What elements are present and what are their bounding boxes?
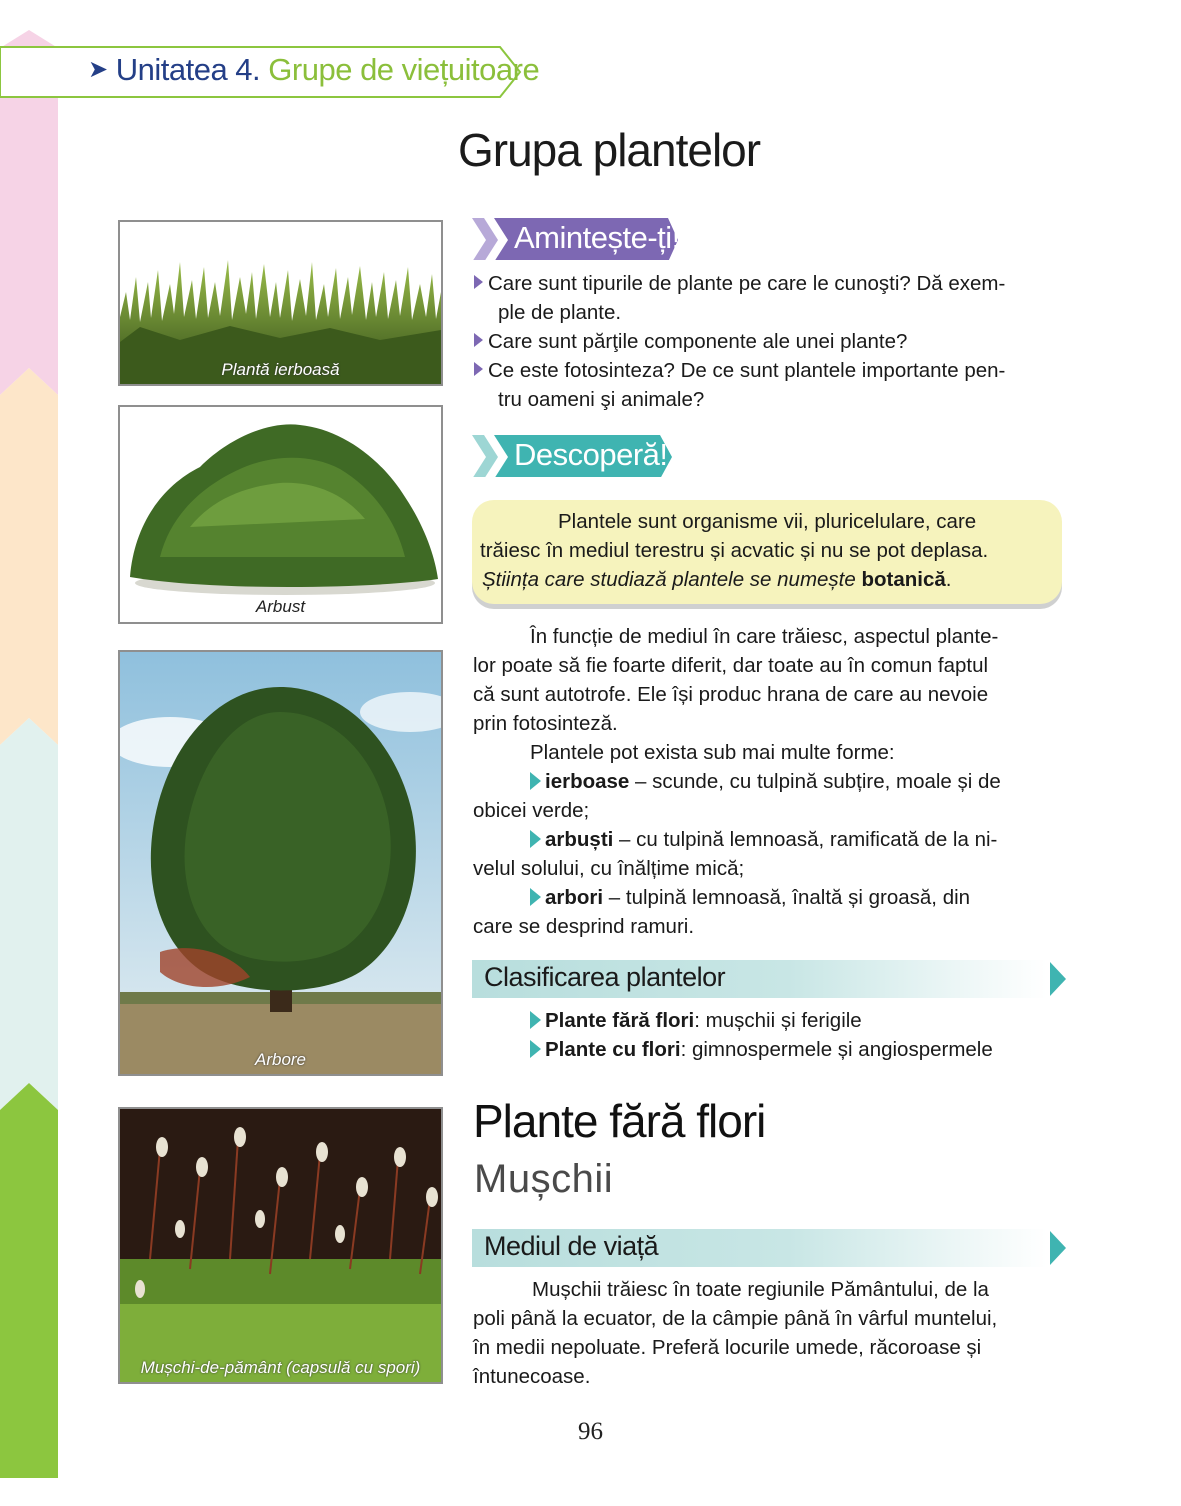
photo-tree bbox=[118, 650, 443, 1076]
caption-moss: Mușchi-de-pământ (capsulă cu spori) bbox=[140, 1358, 421, 1377]
caption-tree: Arbore bbox=[254, 1050, 307, 1069]
paragraph-line-2: lor poate să fie foarte diferit, dar toate au în comun faptul bbox=[473, 654, 989, 677]
remember-item-2: Care sunt părţile componente ale unei plante? bbox=[474, 327, 907, 356]
habitat-line-1: Mușchii trăiesc în toate regiunile Pământului, de la bbox=[532, 1278, 989, 1301]
section-subtitle: Mușchii bbox=[474, 1157, 614, 1201]
remember-item-1-cont: ple de plante. bbox=[498, 301, 622, 324]
bullet-icon bbox=[530, 772, 541, 790]
paragraph-line-4: prin fotosinteză. bbox=[473, 712, 618, 735]
shrub-image bbox=[120, 407, 441, 622]
remember-item-3: Ce este fotosinteza? De ce sunt plantele importante pen- bbox=[474, 356, 1005, 385]
paragraph-line-5: Plantele pot exista sub mai multe forme: bbox=[530, 741, 895, 764]
photo-shrub bbox=[118, 405, 443, 624]
form-ierboase-cont: obicei verde; bbox=[473, 799, 590, 822]
bullet-icon bbox=[530, 1040, 541, 1058]
bullet-icon bbox=[474, 362, 483, 376]
classification-item-1: Plante fără flori: mușchii și ferigile bbox=[530, 1006, 862, 1035]
unit-heading bbox=[88, 52, 539, 88]
tree-image bbox=[120, 652, 441, 1074]
form-arbusti: arbuști – cu tulpină lemnoasă, ramificată de la ni- bbox=[530, 825, 997, 854]
habitat-heading: Mediul de viață bbox=[484, 1231, 659, 1261]
remember-label: Amintește-ți! bbox=[514, 220, 680, 255]
paragraph-line-3: că sunt autotrofe. Ele își produc hrana de care au nevoie bbox=[473, 683, 989, 706]
classification-item-2: Plante cu flori: gimnospermele și angiospermele bbox=[530, 1035, 993, 1064]
photo-grass bbox=[118, 220, 443, 386]
bullet-icon bbox=[530, 1011, 541, 1029]
remember-item-3-cont: tru oameni şi animale? bbox=[498, 388, 705, 411]
unit-number: Unitatea 4. bbox=[115, 52, 261, 87]
discover-label: Descoperă! bbox=[514, 437, 668, 472]
bullet-icon bbox=[530, 830, 541, 848]
moss-image bbox=[120, 1109, 441, 1382]
page-number: 96 bbox=[578, 1418, 603, 1445]
habitat-line-2: poli până la ecuator, de la câmpie până în vârful muntelui, bbox=[473, 1307, 998, 1330]
caption-shrub: Arbust bbox=[255, 597, 306, 616]
definition-line-2: trăiesc în mediul terestru și acvatic și nu se pot deplasa. bbox=[480, 539, 989, 562]
paragraph-line-1: În funcție de mediul în care trăiesc, aspectul plante- bbox=[530, 625, 999, 648]
unit-topic: Grupe de viețuitoare bbox=[268, 52, 540, 87]
form-arbori-cont: care se desprind ramuri. bbox=[473, 915, 695, 938]
definition-line-1: Plantele sunt organisme vii, pluricelulare, care bbox=[558, 510, 977, 533]
classification-heading: Clasificarea plantelor bbox=[484, 962, 726, 992]
definition-line-3: Știința care studiază plantele se numește botanică. bbox=[482, 568, 952, 591]
page-title: Grupa plantelor bbox=[458, 124, 761, 176]
bullet-icon bbox=[474, 333, 483, 347]
form-arbusti-cont: velul solului, cu înălțime mică; bbox=[473, 857, 745, 880]
section-title: Plante fără flori bbox=[473, 1095, 766, 1147]
remember-item-1: Care sunt tipurile de plante pe care le cunoşti? Dă exem- bbox=[474, 269, 1005, 298]
side-strip-graphic bbox=[0, 0, 60, 1506]
arrow-icon: ➤ bbox=[88, 56, 108, 83]
habitat-line-3: în medii nepoluate. Preferă locurile umede, răcoroase și bbox=[473, 1336, 982, 1359]
habitat-line-4: întunecoase. bbox=[473, 1365, 591, 1388]
bullet-icon bbox=[530, 888, 541, 906]
form-arbori: arbori – tulpină lemnoasă, înaltă și groasă, din bbox=[530, 883, 970, 912]
form-ierboase: ierboase – scunde, cu tulpină subțire, moale și de bbox=[530, 767, 1001, 796]
bullet-icon bbox=[474, 275, 483, 289]
caption-grass: Plantă ierboasă bbox=[221, 360, 340, 379]
photo-moss bbox=[118, 1107, 443, 1384]
